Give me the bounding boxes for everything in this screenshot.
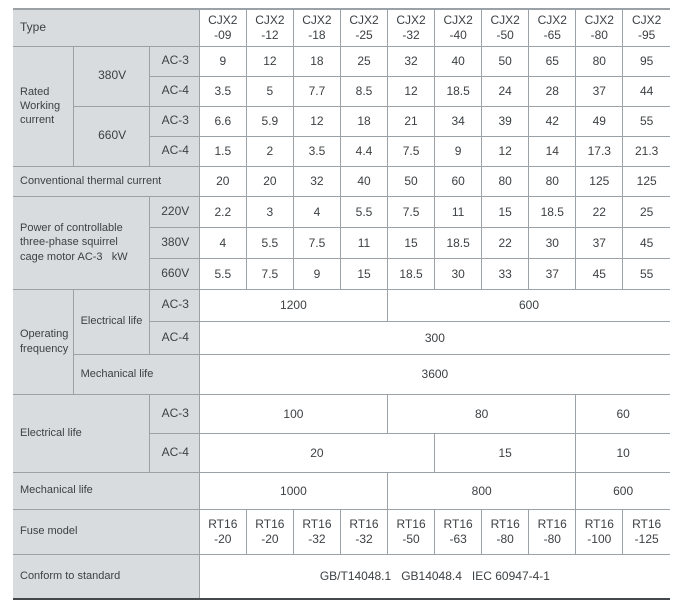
merged-value-cell: 20 [199,433,434,472]
model-header-cell: CJX2 -18 [293,9,340,46]
row-label-rated-current: Rated Working current [13,46,73,166]
standard-value: GB/T14048.1 GB14048.4 IEC 60947-4-1 [199,554,670,599]
model-header-cell: CJX2 -95 [623,9,670,46]
fuse-model-cell: RT16 -80 [529,509,576,554]
value-cell: 42 [529,106,576,136]
merged-value-cell: 800 [388,472,576,509]
value-cell: 28 [529,76,576,106]
merged-value-cell: 300 [199,321,670,354]
fuse-model-cell: RT16 -32 [293,509,340,554]
value-cell: 3 [246,196,293,227]
row-label-electrical-life: Electrical life [13,394,149,472]
value-cell: 14 [529,136,576,166]
value-cell: 12 [246,46,293,76]
value-cell: 3.5 [199,76,246,106]
value-cell: 5.9 [246,106,293,136]
value-cell: 21 [388,106,435,136]
merged-value-cell: 15 [435,433,576,472]
model-header-cell: CJX2 -40 [435,9,482,46]
value-cell: 44 [623,76,670,106]
voltage-label: 380V [73,46,149,106]
model-header-cell: CJX2 -12 [246,9,293,46]
value-cell: 22 [482,227,529,258]
value-cell: 45 [576,258,623,289]
value-cell: 9 [293,258,340,289]
value-cell: 5 [246,76,293,106]
row-label-mechanical-life: Mechanical life [73,354,199,394]
value-cell: 20 [246,166,293,196]
voltage-label: 380V [149,227,199,258]
value-cell: 17.3 [576,136,623,166]
table-row [13,106,670,136]
row-label-mechanical-life: Mechanical life [13,472,199,509]
value-cell: 65 [529,46,576,76]
value-cell: 1.5 [199,136,246,166]
fuse-model-cell: RT16 -20 [199,509,246,554]
value-cell: 7.5 [246,258,293,289]
value-cell: 18 [293,46,340,76]
class-label: AC-3 [149,46,199,76]
model-header-cell: CJX2 -32 [388,9,435,46]
merged-value-cell: 100 [199,394,387,433]
value-cell: 18 [340,106,387,136]
merged-value-cell: 600 [388,289,670,321]
value-cell: 25 [623,196,670,227]
value-cell: 32 [293,166,340,196]
value-cell: 11 [340,227,387,258]
row-label-motor-power: Power of controllable three-phase squirrel cage motor AC-3 kW [13,196,149,289]
table-row [13,166,670,196]
voltage-label: 660V [149,258,199,289]
value-cell: 4 [293,196,340,227]
fuse-model-cell: RT16 -100 [576,509,623,554]
value-cell: 8.5 [340,76,387,106]
value-cell: 6.6 [199,106,246,136]
value-cell: 25 [340,46,387,76]
value-cell: 18.5 [435,227,482,258]
value-cell: 49 [576,106,623,136]
value-cell: 45 [623,227,670,258]
class-label: AC-3 [149,394,199,433]
value-cell: 15 [388,227,435,258]
table-row [13,472,670,509]
value-cell: 5.5 [246,227,293,258]
value-cell: 37 [576,227,623,258]
table-row [13,46,670,76]
value-cell: 9 [435,136,482,166]
value-cell: 55 [623,258,670,289]
row-label-operating-frequency: Operating frequency [13,289,73,394]
value-cell: 32 [388,46,435,76]
row-label-thermal-current: Conventional thermal current [13,166,199,196]
fuse-model-cell: RT16 -20 [246,509,293,554]
table-row [13,354,670,394]
merged-value-cell: 1200 [199,289,387,321]
value-cell: 20 [199,166,246,196]
merged-value-cell: 1000 [199,472,387,509]
value-cell: 5.5 [199,258,246,289]
value-cell: 55 [623,106,670,136]
class-label: AC-4 [149,433,199,472]
value-cell: 3.5 [293,136,340,166]
class-label: AC-4 [149,136,199,166]
value-cell: 40 [340,166,387,196]
class-label: AC-4 [149,321,199,354]
table-row [13,554,670,599]
value-cell: 9 [199,46,246,76]
table-row [13,196,670,227]
value-cell: 15 [482,196,529,227]
table-row [13,9,670,46]
fuse-model-cell: RT16 -32 [340,509,387,554]
fuse-model-cell: RT16 -63 [435,509,482,554]
value-cell: 12 [293,106,340,136]
value-cell: 40 [435,46,482,76]
value-cell: 11 [435,196,482,227]
model-header-cell: CJX2 -65 [529,9,576,46]
table-row [13,289,670,321]
value-cell: 18.5 [529,196,576,227]
value-cell: 80 [482,166,529,196]
fuse-model-cell: RT16 -50 [388,509,435,554]
merged-value-cell: 600 [576,472,670,509]
value-cell: 18.5 [388,258,435,289]
value-cell: 34 [435,106,482,136]
value-cell: 2.2 [199,196,246,227]
row-label-electrical-life: Electrical life [73,289,149,354]
model-header-cell: CJX2 -25 [340,9,387,46]
table-row [13,509,670,554]
value-cell: 7.5 [388,196,435,227]
value-cell: 12 [388,76,435,106]
value-cell: 80 [529,166,576,196]
value-cell: 60 [435,166,482,196]
value-cell: 50 [388,166,435,196]
value-cell: 15 [340,258,387,289]
voltage-label: 660V [73,106,149,166]
row-label-fuse-model: Fuse model [13,509,199,554]
value-cell: 37 [576,76,623,106]
value-cell: 4 [199,227,246,258]
voltage-label: 220V [149,196,199,227]
model-header-cell: CJX2 -09 [199,9,246,46]
value-cell: 33 [482,258,529,289]
value-cell: 80 [576,46,623,76]
row-label-standard: Conform to standard [13,554,199,599]
value-cell: 30 [435,258,482,289]
merged-value-cell: 10 [576,433,670,472]
model-header-cell: CJX2 -50 [482,9,529,46]
value-cell: 21.3 [623,136,670,166]
class-label: AC-4 [149,76,199,106]
value-cell: 7.5 [388,136,435,166]
value-cell: 2 [246,136,293,166]
value-cell: 18.5 [435,76,482,106]
value-cell: 39 [482,106,529,136]
row-label-type: Type [13,9,199,46]
value-cell: 50 [482,46,529,76]
value-cell: 37 [529,258,576,289]
table-row [13,394,670,433]
value-cell: 7.5 [293,227,340,258]
value-cell: 125 [623,166,670,196]
merged-value-cell: 80 [388,394,576,433]
merged-value-cell: 60 [576,394,670,433]
fuse-model-cell: RT16 -80 [482,509,529,554]
merged-value-cell: 3600 [199,354,670,394]
class-label: AC-3 [149,106,199,136]
fuse-model-cell: RT16 -125 [623,509,670,554]
model-header-cell: CJX2 -80 [576,9,623,46]
value-cell: 22 [576,196,623,227]
value-cell: 5.5 [340,196,387,227]
value-cell: 12 [482,136,529,166]
value-cell: 24 [482,76,529,106]
spec-table [13,8,670,600]
value-cell: 30 [529,227,576,258]
value-cell: 4.4 [340,136,387,166]
value-cell: 95 [623,46,670,76]
value-cell: 7.7 [293,76,340,106]
value-cell: 125 [576,166,623,196]
class-label: AC-3 [149,289,199,321]
